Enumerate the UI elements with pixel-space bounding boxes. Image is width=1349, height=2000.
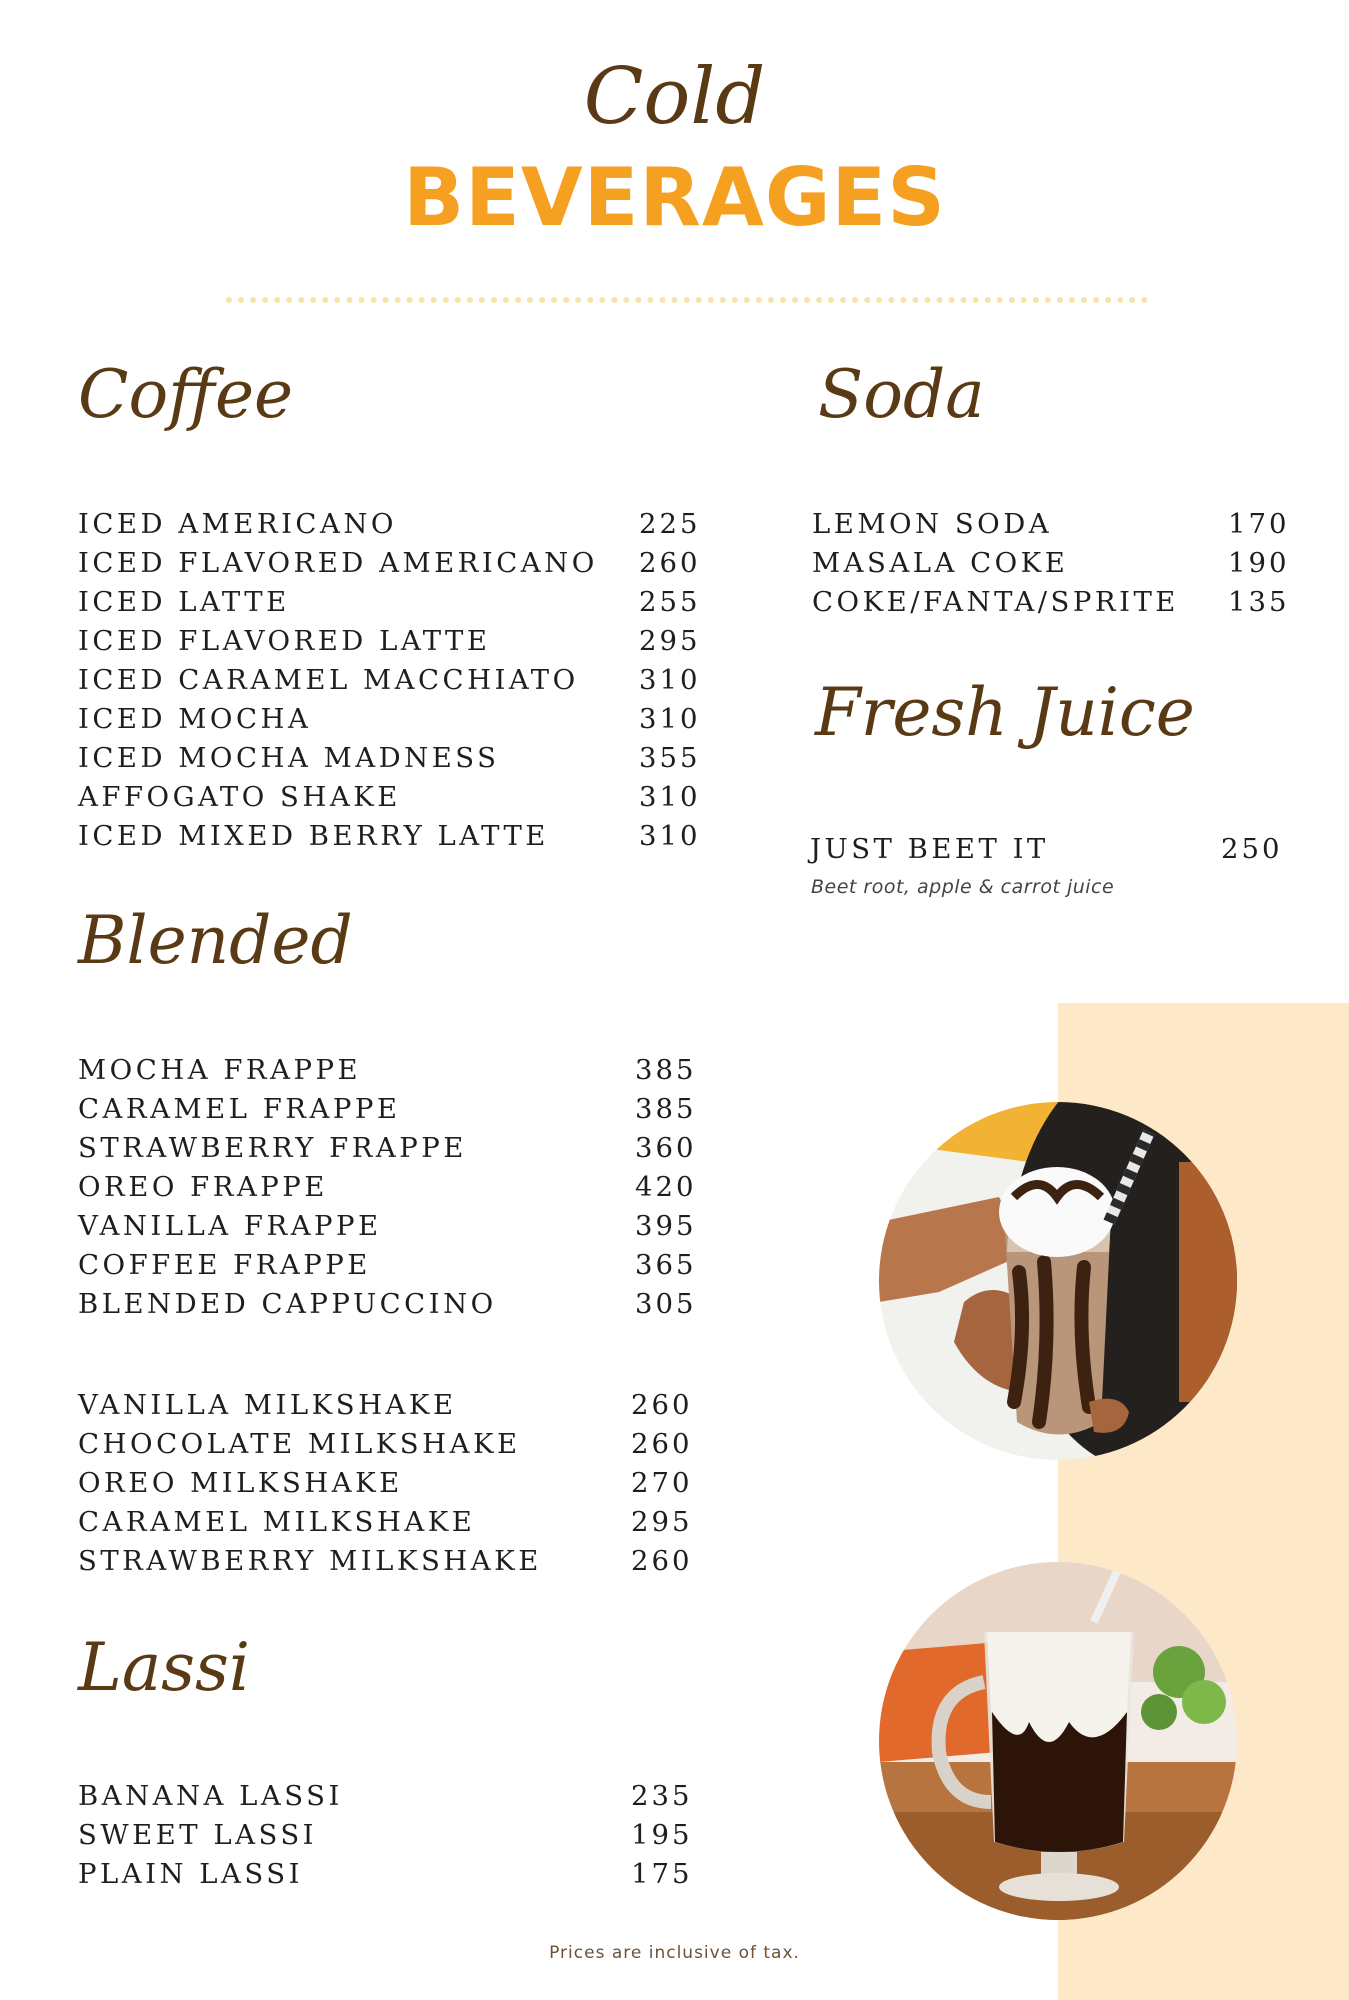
section-title-coffee: Coffee xyxy=(78,356,294,433)
list-item xyxy=(78,1386,708,1425)
list-item xyxy=(78,700,708,739)
item-price: 190 xyxy=(1228,547,1290,579)
section-title-soda: Soda xyxy=(818,356,985,433)
item-name: MOCHA FRAPPE xyxy=(78,1054,362,1086)
list-item xyxy=(78,1285,708,1324)
item-name: COKE/FANTA/SPRITE xyxy=(812,586,1179,618)
frappe-list xyxy=(78,1051,708,1324)
lassi-list xyxy=(78,1777,708,1894)
item-name: VANILLA MILKSHAKE xyxy=(78,1389,457,1421)
section-title-blended: Blended xyxy=(78,902,353,979)
item-name: AFFOGATO SHAKE xyxy=(78,781,401,813)
item-name: ICED AMERICANO xyxy=(78,508,397,540)
dotted-divider xyxy=(226,297,1148,303)
item-name: CARAMEL MILKSHAKE xyxy=(78,1506,476,1538)
list-item xyxy=(78,1425,708,1464)
item-price: 385 xyxy=(635,1054,697,1086)
item-name: OREO MILKSHAKE xyxy=(78,1467,403,1499)
list-item xyxy=(812,505,1290,544)
list-item xyxy=(78,1129,708,1168)
item-price: 310 xyxy=(639,703,701,735)
item-price: 170 xyxy=(1228,508,1290,540)
title-script: Cold xyxy=(583,52,766,142)
item-price: 355 xyxy=(639,742,701,774)
item-price: 260 xyxy=(639,547,701,579)
item-price: 305 xyxy=(635,1288,697,1320)
list-item xyxy=(78,1207,708,1246)
item-price: 260 xyxy=(631,1428,693,1460)
item-name: JUST BEET IT xyxy=(810,833,1049,865)
list-item xyxy=(78,1816,708,1855)
item-name: SWEET LASSI xyxy=(78,1819,318,1851)
list-item xyxy=(78,1051,708,1090)
list-item xyxy=(810,830,1285,869)
item-price: 135 xyxy=(1228,586,1290,618)
list-item xyxy=(78,1503,708,1542)
item-price: 385 xyxy=(635,1093,697,1125)
list-item xyxy=(78,661,708,700)
item-price: 270 xyxy=(631,1467,693,1499)
coffee-list xyxy=(78,505,708,856)
item-price: 395 xyxy=(635,1210,697,1242)
item-name: BLENDED CAPPUCCINO xyxy=(78,1288,497,1320)
list-item xyxy=(78,739,708,778)
list-item xyxy=(78,1542,708,1581)
milkshake-list xyxy=(78,1386,708,1581)
item-price: 295 xyxy=(631,1506,693,1538)
item-price: 235 xyxy=(631,1780,693,1812)
item-name: MASALA COKE xyxy=(812,547,1069,579)
list-item xyxy=(78,622,708,661)
item-name: ICED CARAMEL MACCHIATO xyxy=(78,664,579,696)
item-name: STRAWBERRY FRAPPE xyxy=(78,1132,467,1164)
list-item xyxy=(78,1246,708,1285)
list-item xyxy=(78,778,708,817)
item-price: 420 xyxy=(635,1171,697,1203)
list-item xyxy=(812,544,1290,583)
list-item xyxy=(78,544,708,583)
item-name: BANANA LASSI xyxy=(78,1780,343,1812)
item-name: ICED MIXED BERRY LATTE xyxy=(78,820,549,852)
section-title-lassi: Lassi xyxy=(78,1629,251,1706)
item-price: 250 xyxy=(1221,833,1283,865)
item-price: 255 xyxy=(639,586,701,618)
list-item xyxy=(78,1168,708,1207)
item-price: 365 xyxy=(635,1249,697,1281)
frappe-photo xyxy=(879,1102,1237,1460)
list-item xyxy=(78,1464,708,1503)
item-name: ICED FLAVORED LATTE xyxy=(78,625,491,657)
list-item xyxy=(78,583,708,622)
juice-list xyxy=(810,830,1285,869)
tax-note: Prices are inclusive of tax. xyxy=(549,1943,800,1963)
item-name: PLAIN LASSI xyxy=(78,1858,303,1890)
item-name: VANILLA FRAPPE xyxy=(78,1210,382,1242)
layered-drink-illustration xyxy=(879,1562,1237,1920)
item-price: 195 xyxy=(631,1819,693,1851)
item-price: 295 xyxy=(639,625,701,657)
item-name: LEMON SODA xyxy=(812,508,1053,540)
item-name: OREO FRAPPE xyxy=(78,1171,328,1203)
item-name: ICED LATTE xyxy=(78,586,290,618)
item-price: 310 xyxy=(639,664,701,696)
list-item xyxy=(78,505,708,544)
item-price: 175 xyxy=(631,1858,693,1890)
item-name: ICED MOCHA MADNESS xyxy=(78,742,500,774)
list-item xyxy=(78,1855,708,1894)
item-name: COFFEE FRAPPE xyxy=(78,1249,371,1281)
item-price: 260 xyxy=(631,1545,693,1577)
list-item xyxy=(78,1090,708,1129)
item-price: 360 xyxy=(635,1132,697,1164)
item-price: 310 xyxy=(639,781,701,813)
item-name: CARAMEL FRAPPE xyxy=(78,1093,401,1125)
page-title: BEVERAGES xyxy=(403,151,946,244)
item-name: ICED FLAVORED AMERICANO xyxy=(78,547,598,579)
item-name: ICED MOCHA xyxy=(78,703,312,735)
soda-list xyxy=(812,505,1290,622)
item-name: CHOCOLATE MILKSHAKE xyxy=(78,1428,521,1460)
item-name: STRAWBERRY MILKSHAKE xyxy=(78,1545,542,1577)
list-item xyxy=(78,817,708,856)
item-price: 260 xyxy=(631,1389,693,1421)
item-description: Beet root, apple & carrot juice xyxy=(811,876,1115,898)
list-item xyxy=(812,583,1290,622)
item-price: 225 xyxy=(639,508,701,540)
list-item xyxy=(78,1777,708,1816)
frappe-illustration xyxy=(879,1102,1237,1460)
section-title-fresh-juice: Fresh Juice xyxy=(815,674,1195,751)
item-price: 310 xyxy=(639,820,701,852)
layered-drink-photo xyxy=(879,1562,1237,1920)
